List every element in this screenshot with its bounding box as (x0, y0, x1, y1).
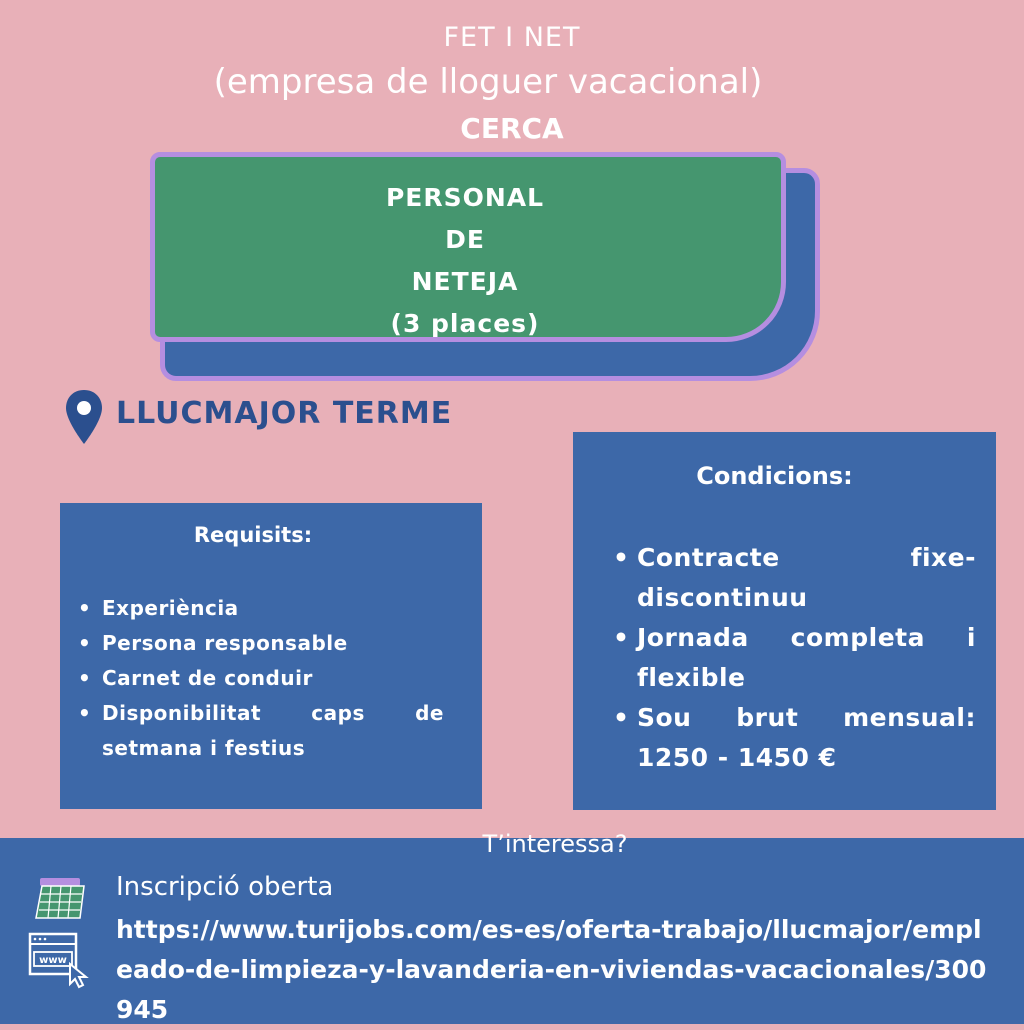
list-item: • Experiència (78, 591, 444, 626)
banner-panel (150, 152, 786, 342)
job-title-banner (150, 152, 820, 377)
job-title-line-4: (3 places) (390, 309, 540, 338)
conditions-list (613, 538, 976, 778)
company-name: FET I NET (443, 22, 581, 53)
requirements-title: Requisits: (193, 523, 313, 547)
job-title (355, 177, 575, 345)
registration-open: Inscripció oberta (116, 872, 334, 902)
job-title-line-1: PERSONAL (385, 183, 545, 212)
list-item: • Carnet de conduir (78, 661, 444, 696)
list-item: • Sou brut mensual: 1250 - 1450 € (613, 698, 976, 778)
footer (0, 830, 1024, 1024)
job-title-line-3: NETEJA (411, 267, 519, 296)
svg-text:www: www (39, 955, 67, 966)
interest-question: T’interessa? (482, 830, 628, 858)
www-icon (28, 932, 92, 990)
requirements-list (78, 591, 444, 766)
company-subtitle: (empresa de lloguer vacacional) (213, 62, 763, 102)
application-link[interactable]: https://www.turijobs.com/es-es/oferta-trabajo/llucmajor/empleado-de-limpieza-y-lavanderia-en-viviendas-vacacionales/300945 (116, 915, 987, 1024)
requirements-box (60, 503, 482, 809)
map-pin-icon (64, 388, 104, 446)
cerca-heading: CERCA (460, 112, 564, 145)
calendar-icon (34, 876, 88, 922)
list-item: • Disponibilitat caps de setmana i festius (78, 696, 444, 766)
conditions-box (573, 432, 996, 810)
list-item: • Contracte fixe-discontinuu (613, 538, 976, 618)
location-label: LLUCMAJOR TERME (116, 396, 453, 431)
list-item: • Jornada completa i flexible (613, 618, 976, 698)
list-item: • Persona responsable (78, 626, 444, 661)
job-title-line-2: DE (445, 225, 485, 254)
conditions-title: Condicions: (696, 462, 853, 490)
